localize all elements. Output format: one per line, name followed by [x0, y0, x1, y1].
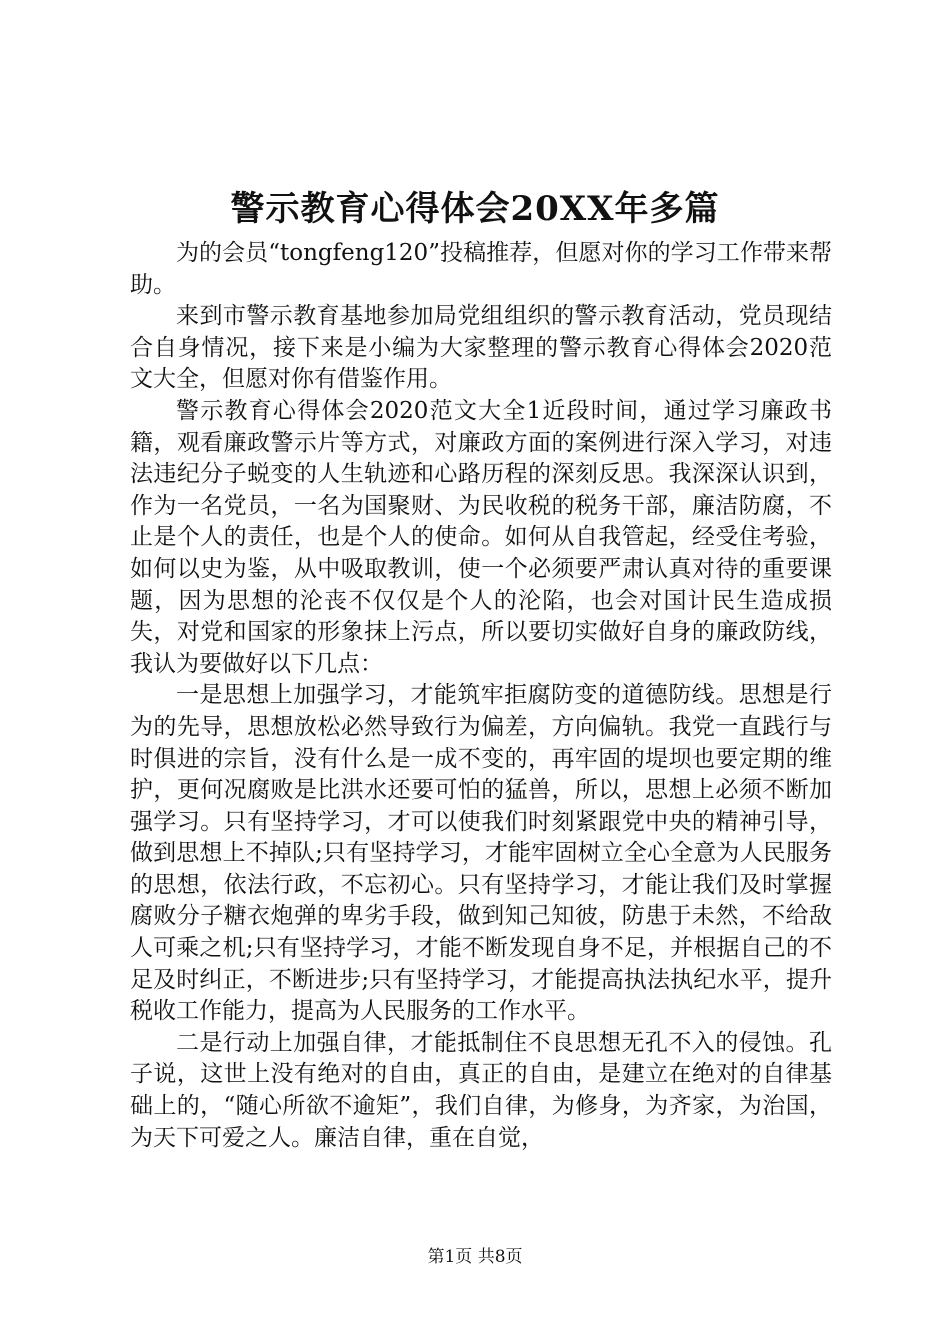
- page-number: 第1页 共8页: [427, 1247, 523, 1267]
- document-body: [130, 238, 832, 1154]
- paragraph: 来到市警示教育基地参加局党组组织的警示教育活动，党员现结合自身情况，接下来是小编为大家整理的警示教育心得体会2020范文大全，但愿对你有借鉴作用。: [130, 303, 832, 393]
- document-title: 警示教育心得体会20XX年多篇: [230, 189, 720, 229]
- page-footer: [0, 1245, 950, 1269]
- paragraph: 一是思想上加强学习，才能筑牢拒腐防变的道德防线。思想是行为的先导，思想放松必然导致行为偏差，方向偏轨。我党一直践行与时俱进的宗旨，没有什么是一成不变的，再牢固的堤坝也要定期的维护，更何况腐败是比洪水还要可怕的猛兽，所以，思想上必须不断加强学习。只有坚持学习，才可以使我们时刻紧跟党中央的精神引导，做到思想上不掉队;只有坚持学习，才能牢固树立全心全意为人民服务的思想，依法行政，不忘初心。只有坚持学习，才能让我们及时掌握腐败分子糖衣炮弹的卑劣手段，做到知己知彼，防患于未然，不给敌人可乘之机;只有坚持学习，才能不断发现自身不足，并根据自己的不足及时纠正，不断进步;只有坚持学习，才能提高执法执纪水平，提升税收工作能力，提高为人民服务的工作水平。: [130, 682, 832, 1025]
- paragraph: 二是行动上加强自律，才能抵制住不良思想无孔不入的侵蚀。孔子说，这世上没有绝对的自由，真正的自由，是建立在绝对的自律基础上的，“随心所欲不逾矩”，我们自律，为修身，为齐家，为治国，为天下可爱之人。廉洁自律，重在自觉，: [130, 1029, 832, 1151]
- paragraph: 为的会员“tongfeng120”投稿推荐，但愿对你的学习工作带来帮助。: [130, 240, 832, 298]
- paragraph: 警示教育心得体会2020范文大全1近段时间，通过学习廉政书籍，观看廉政警示片等方式，对廉政方面的案例进行深入学习，对违法违纪分子蜕变的人生轨迹和心路历程的深刻反思。我深深认识到，作为一名党员，一名为国聚财、为民收税的税务干部，廉洁防腐，不止是个人的责任，也是个人的使命。如何从自我管起，经受住考验，如何以史为鉴，从中吸取教训，使一个必须要严肃认真对待的重要课题，因为思想的沦丧不仅仅是个人的沦陷，也会对国计民生造成损失，对党和国家的形象抹上污点，所以要切实做好自身的廉政防线，我认为要做好以下几点：: [130, 397, 832, 677]
